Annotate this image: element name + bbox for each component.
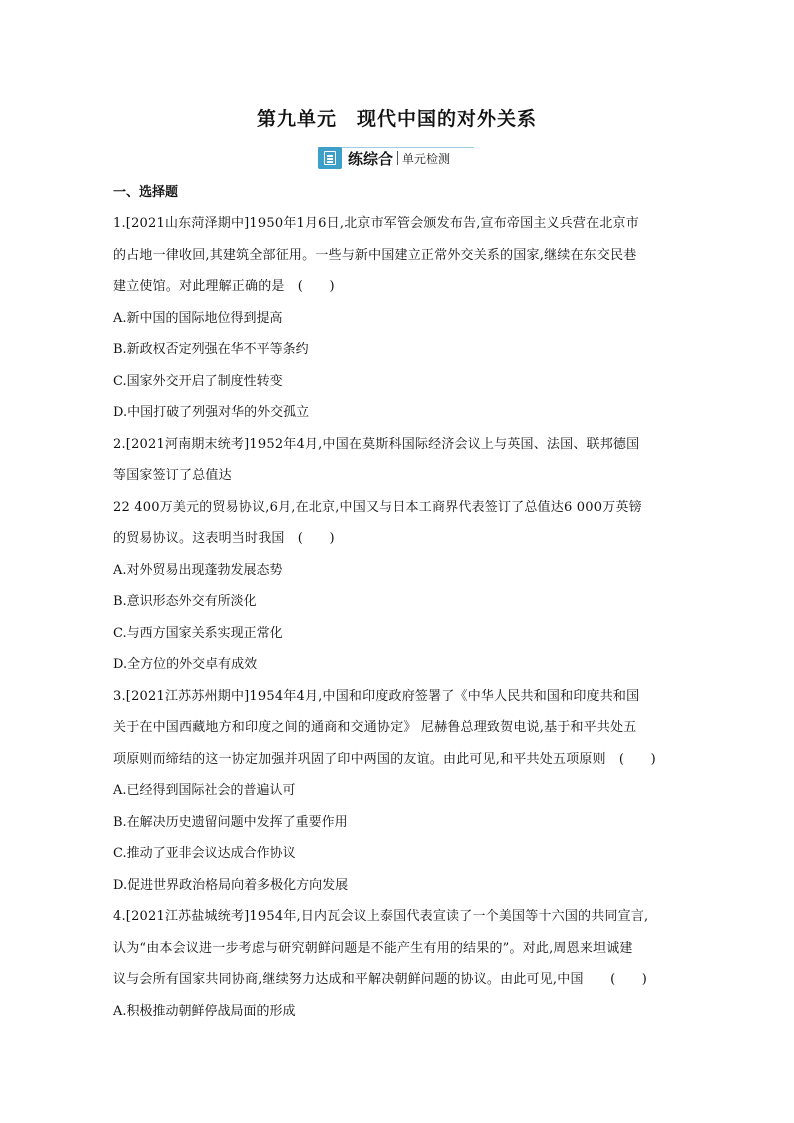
answer-option: B.在解决历史遗留问题中发挥了重要作用 — [113, 814, 348, 830]
answer-option: B.意识形态外交有所淡化 — [113, 594, 257, 609]
answer-option: A.新中国的国际地位得到提高 — [113, 310, 283, 326]
badge-sub-label: 单元检测 — [402, 151, 451, 166]
question-2 — [113, 429, 683, 681]
badge-main-label: 练综合 — [348, 149, 394, 168]
question-stem-line: 的占地一律收回,其建筑全部征用。一些与新中国建立正常外交关系的国家,继续在东交民巷 — [113, 247, 637, 263]
badge-separator — [397, 151, 398, 165]
question-content — [113, 181, 683, 1027]
question-stem-line: 议与会所有国家共同协商,继续努力达成和平解决朝鲜问题的协议。由此可见,中国 ( ) — [113, 972, 648, 987]
section-badge — [318, 147, 450, 169]
answer-option: A.已经得到国际社会的普遍认可 — [113, 783, 296, 798]
question-stem-line: 项原则而缔结的这一协定加强并巩固了印中两国的友谊。由此可见,和平共处五项原则 ( ) — [113, 751, 656, 767]
question-stem-line: 认为“由本会议进一步考虑与研究朝鲜问题是不能产生有用的结果的”。对此,周恩来坦诚建 — [113, 940, 633, 956]
question-stem-line: 关于在中国西藏地方和印度之间的通商和交通协定》 尼赫鲁总理致贺电说,基于和平共处五 — [113, 720, 637, 735]
question-stem-line: 等国家签订了总值达 — [113, 468, 232, 483]
document-icon — [318, 147, 342, 169]
section-title: 一、选择题 — [113, 185, 179, 200]
unit-title: 第九单元 现代中国的对外关系 — [256, 108, 537, 130]
answer-option: C.与西方国家关系实现正常化 — [113, 625, 283, 641]
answer-option: D.促进世界政治格局向着多极化方向发展 — [113, 877, 349, 893]
question-stem-line: 2.[2021河南期末统考]1952年4月,中国在莫斯科国际经济会议上与英国、法国、联邦德国 — [113, 436, 640, 452]
question-stem-line: 建立使馆。对此理解正确的是 ( ) — [113, 279, 335, 294]
question-stem-line: 3.[2021江苏苏州期中]1954年4月,中国和印度政府签署了《中华人民共和国和印度共和国 — [113, 688, 640, 704]
question-3 — [113, 681, 683, 902]
question-stem-line: 1.[2021山东菏泽期中]1950年1月6日,北京市军管会颁发布告,宣布帝国主义兵营在北京市 — [113, 216, 639, 231]
answer-option: B.新政权否定列强在华不平等条约 — [113, 342, 309, 357]
answer-option: C.推动了亚非会议达成合作协议 — [113, 846, 296, 861]
question-4 — [113, 901, 683, 1027]
question-list — [113, 208, 683, 1027]
answer-option: A.对外贸易出现蓬勃发展态势 — [113, 562, 283, 578]
answer-option: D.全方位的外交卓有成效 — [113, 657, 258, 672]
question-stem-line: 4.[2021江苏盐城统考]1954年,日内瓦会议上泰国代表宣读了一个美国等十六国的共同宣言, — [113, 909, 649, 924]
question-stem-line: 22 400万美元的贸易协议,6月,在北京,中国又与日本工商界代表签订了总值达6 000万英镑 — [113, 499, 642, 515]
question-stem-line: 的贸易协议。这表明当时我国 ( ) — [113, 531, 335, 546]
answer-option: D.中国打破了列强对华的外交孤立 — [113, 405, 310, 420]
answer-option: C.国家外交开启了制度性转变 — [113, 373, 283, 389]
question-1 — [113, 208, 683, 429]
answer-option: A.积极推动朝鲜停战局面的形成 — [113, 1003, 296, 1019]
